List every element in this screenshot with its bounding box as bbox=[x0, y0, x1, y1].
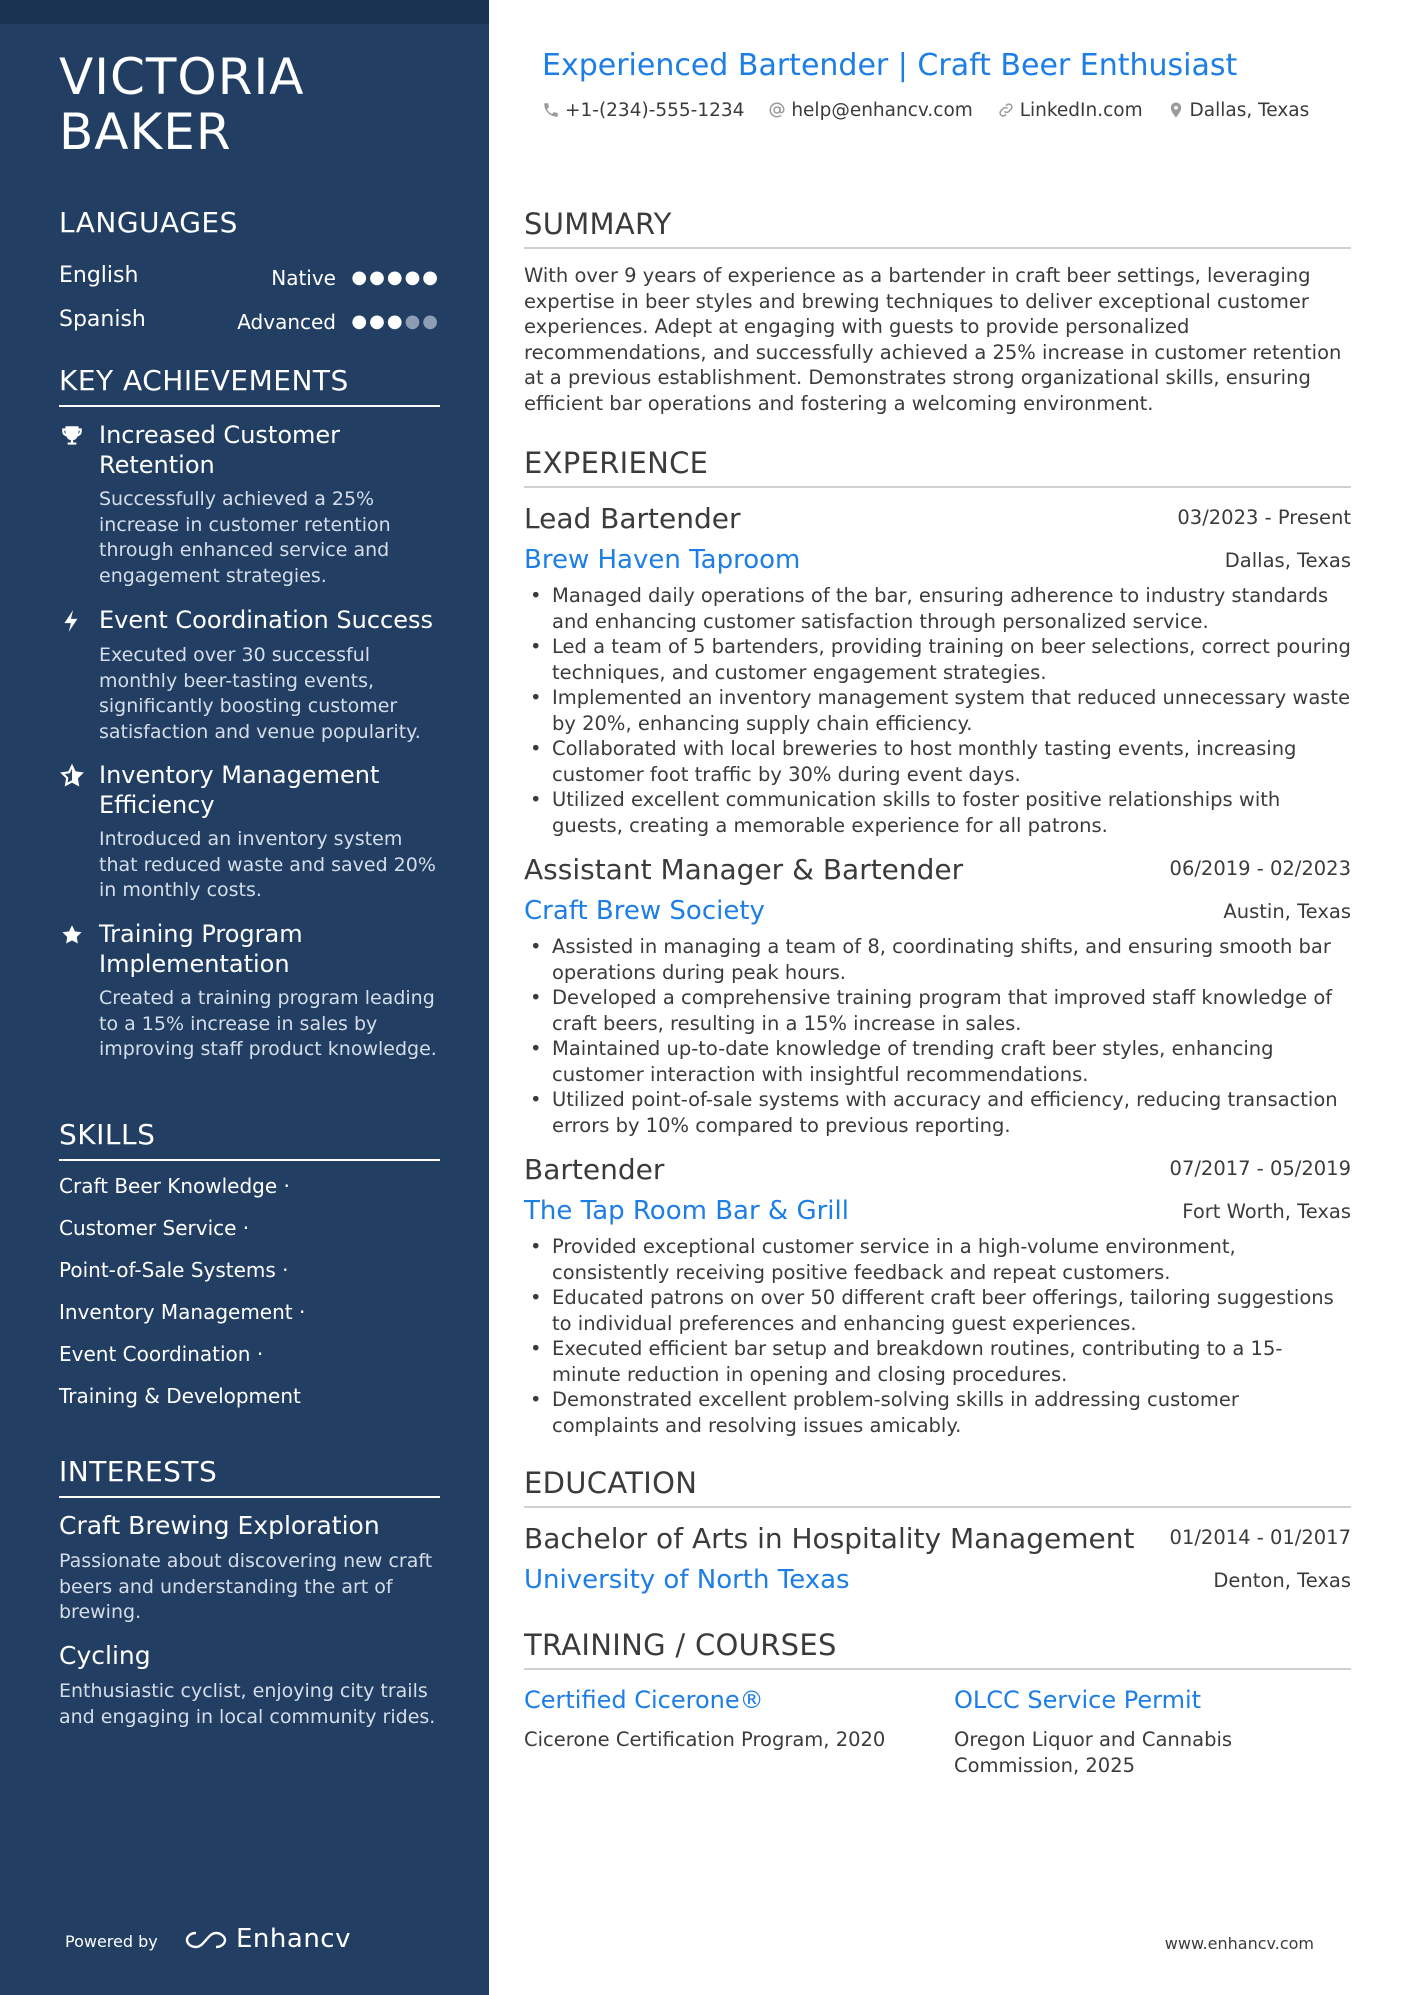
sidebar-top-strip bbox=[0, 0, 489, 24]
degree-title: Bachelor of Arts in Hospitality Management bbox=[524, 1522, 1135, 1555]
job-bullet: • Collaborated with local breweries to host monthly tasting events, increasing customer foot traffic by 30% during event days. bbox=[524, 736, 1351, 787]
rating-dot-empty: ● bbox=[404, 311, 423, 332]
language-row bbox=[59, 263, 440, 297]
job-company[interactable]: Brew Haven Taproom bbox=[524, 545, 801, 575]
achievement-description: Executed over 30 successful monthly beer-tasting events, significantly boosting customer satisfaction and venue popularity. bbox=[99, 644, 421, 743]
contact-phone[interactable]: +1-(234)-555-1234 bbox=[542, 100, 744, 121]
achievement-title: Inventory Management Efficiency bbox=[99, 761, 380, 819]
job-bullets bbox=[524, 934, 1351, 1138]
language-rating bbox=[351, 267, 440, 288]
job-bullet: • Developed a comprehensive training program that improved staff knowledge of craft beers, resulting in a 15% increase in sales. bbox=[524, 985, 1351, 1036]
interests-heading: INTERESTS bbox=[59, 1455, 440, 1498]
achievement-description: Introduced an inventory system that reduced waste and saved 20% in monthly costs. bbox=[99, 828, 436, 901]
skills-heading: SKILLS bbox=[59, 1118, 440, 1161]
contact-linkedin[interactable]: LinkedIn.com bbox=[997, 100, 1143, 121]
job-bullet: • Assisted in managing a team of 8, coordinating shifts, and ensuring smooth bar operations during peak hours. bbox=[524, 934, 1351, 985]
job-location: Austin, Texas bbox=[1223, 900, 1351, 923]
achievement-description: Successfully achieved a 25% increase in customer retention through enhanced service and engagement strategies. bbox=[99, 488, 391, 587]
job-bullet: • Implemented an inventory management system that reduced unnecessary waste by 20%, enhancing supply chain efficiency. bbox=[524, 685, 1351, 736]
headline: Experienced Bartender | Craft Beer Enthusiast bbox=[542, 48, 1238, 83]
rating-dot-filled: ● bbox=[386, 267, 405, 288]
education-location: Denton, Texas bbox=[1213, 1569, 1351, 1592]
interest-description: Enthusiastic cyclist, enjoying city trails and engaging in local community rides. bbox=[59, 1680, 436, 1728]
job-bullets bbox=[524, 1234, 1351, 1438]
rating-dot-filled: ● bbox=[386, 311, 405, 332]
job-bullet: • Demonstrated excellent problem-solving skills in addressing customer complaints and resolving issues amicably. bbox=[524, 1387, 1351, 1438]
job-company[interactable]: The Tap Room Bar & Grill bbox=[524, 1196, 849, 1226]
language-name: English bbox=[59, 263, 139, 288]
job-bullet: • Executed efficient bar setup and breakdown routines, contributing to a 15-minute reduction in opening and closing procedures. bbox=[524, 1336, 1351, 1387]
job-company[interactable]: Craft Brew Society bbox=[524, 896, 765, 926]
language-rating bbox=[351, 311, 440, 332]
job-bullet: • Utilized excellent communication skills to foster positive relationships with guests, creating a memorable experience for all patrons. bbox=[524, 787, 1351, 838]
lightning-icon bbox=[59, 608, 85, 634]
footer-website[interactable]: www.enhancv.com bbox=[1164, 1934, 1314, 1953]
skill-item: Event Coordination · bbox=[59, 1342, 264, 1366]
course-provider: Oregon Liquor and Cannabis Commission, 2025 bbox=[954, 1728, 1233, 1777]
achievement-title: Increased Customer Retention bbox=[99, 421, 341, 479]
trophy-icon bbox=[59, 423, 85, 449]
language-level: Native bbox=[271, 266, 336, 290]
job-bullet: • Maintained up-to-date knowledge of trending craft beer styles, enhancing customer interaction with insightful recommendations. bbox=[524, 1036, 1351, 1087]
job-dates: 06/2019 - 02/2023 bbox=[1169, 857, 1351, 880]
rating-dot-filled: ● bbox=[369, 311, 387, 332]
link-icon bbox=[997, 101, 1015, 119]
language-level: Advanced bbox=[237, 310, 336, 334]
course-title[interactable]: OLCC Service Permit bbox=[954, 1686, 1202, 1714]
skill-item: Training & Development bbox=[59, 1384, 301, 1408]
job-bullets bbox=[524, 583, 1351, 838]
location-pin-icon bbox=[1167, 101, 1185, 119]
interest-title: Cycling bbox=[59, 1641, 151, 1670]
rating-dot-empty: ● bbox=[422, 311, 440, 332]
interest-title: Craft Brewing Exploration bbox=[59, 1511, 380, 1540]
job-title: Assistant Manager & Bartender bbox=[524, 853, 964, 886]
rating-dot-filled: ● bbox=[422, 267, 440, 288]
job-title: Lead Bartender bbox=[524, 502, 741, 535]
education-heading: EDUCATION bbox=[524, 1466, 1351, 1508]
star-outline-icon bbox=[59, 763, 85, 789]
language-name: Spanish bbox=[59, 307, 146, 332]
interest-description: Passionate about discovering new craft beers and understanding the art of brewing. bbox=[59, 1550, 433, 1623]
candidate-name: VICTORIA BAKER bbox=[59, 48, 305, 161]
job-dates: 03/2023 - Present bbox=[1177, 506, 1351, 529]
enhancv-logo[interactable] bbox=[184, 1924, 351, 1954]
achievement-description: Created a training program leading to a 15% increase in sales by improving staff product knowledge. bbox=[99, 987, 437, 1060]
job-location: Dallas, Texas bbox=[1224, 549, 1351, 572]
star-icon bbox=[59, 922, 85, 948]
languages-heading: LANGUAGES bbox=[59, 206, 238, 239]
achievement-title: Training Program Implementation bbox=[99, 920, 303, 978]
sidebar bbox=[0, 0, 489, 1995]
experience-heading: EXPERIENCE bbox=[524, 446, 1351, 488]
contact-bar bbox=[542, 100, 1327, 121]
school-name[interactable]: University of North Texas bbox=[524, 1565, 850, 1595]
job-bullet: • Provided exceptional customer service in a high-volume environment, consistently receiving positive feedback and repeat customers. bbox=[524, 1234, 1351, 1285]
rating-dot-filled: ● bbox=[369, 267, 387, 288]
rating-dot-filled: ● bbox=[351, 267, 370, 288]
at-icon bbox=[768, 101, 786, 119]
course-provider: Cicerone Certification Program, 2020 bbox=[524, 1728, 886, 1751]
job-dates: 07/2017 - 05/2019 bbox=[1169, 1157, 1351, 1180]
job-bullet: • Managed daily operations of the bar, ensuring adherence to industry standards and enhancing customer satisfaction through personalized service. bbox=[524, 583, 1351, 634]
achievement-title: Event Coordination Success bbox=[99, 606, 433, 634]
job-location: Fort Worth, Texas bbox=[1182, 1200, 1351, 1223]
enhancv-logo-icon bbox=[184, 1929, 228, 1951]
rating-dot-filled: ● bbox=[404, 267, 423, 288]
contact-location: Dallas, Texas bbox=[1167, 100, 1310, 121]
achievements-heading: KEY ACHIEVEMENTS bbox=[59, 364, 440, 407]
language-row bbox=[59, 307, 440, 341]
training-heading: TRAINING / COURSES bbox=[524, 1628, 1351, 1670]
powered-by-label: Powered by bbox=[65, 1932, 158, 1951]
job-bullet: • Educated patrons on over 50 different craft beer offerings, tailoring suggestions to individual preferences and enhancing guest experiences. bbox=[524, 1285, 1351, 1336]
job-bullet: • Led a team of 5 bartenders, providing training on beer selections, correct pouring techniques, and customer engagement strategies. bbox=[524, 634, 1351, 685]
skill-item: Craft Beer Knowledge · bbox=[59, 1174, 290, 1198]
phone-icon bbox=[542, 101, 560, 119]
education-dates: 01/2014 - 01/2017 bbox=[1169, 1526, 1351, 1549]
rating-dot-filled: ● bbox=[351, 311, 370, 332]
job-title: Bartender bbox=[524, 1153, 665, 1186]
course-title[interactable]: Certified Cicerone® bbox=[524, 1686, 764, 1714]
job-bullet: • Utilized point-of-sale systems with accuracy and efficiency, reducing transaction errors by 10% compared to previous reporting. bbox=[524, 1087, 1351, 1138]
summary-heading: SUMMARY bbox=[524, 207, 1351, 249]
skill-item: Inventory Management · bbox=[59, 1300, 306, 1324]
contact-email[interactable]: help@enhancv.com bbox=[768, 100, 972, 121]
enhancv-brand-name: Enhancv bbox=[236, 1924, 351, 1954]
skill-item: Point-of-Sale Systems · bbox=[59, 1258, 289, 1282]
skill-item: Customer Service · bbox=[59, 1216, 250, 1240]
main-content bbox=[489, 0, 1410, 1995]
summary-text: With over 9 years of experience as a bartender in craft beer settings, leveraging expertise in beer styles and brewing techniques to deliver exceptional customer experiences. Adept at engaging with guests to provide personalized recommendations, and successfully achieved a 25% increase in customer retention at a previous establishment. Demonstrates strong organizational skills, ensuring efficient bar operations and fostering a welcoming environment. bbox=[524, 264, 1342, 415]
